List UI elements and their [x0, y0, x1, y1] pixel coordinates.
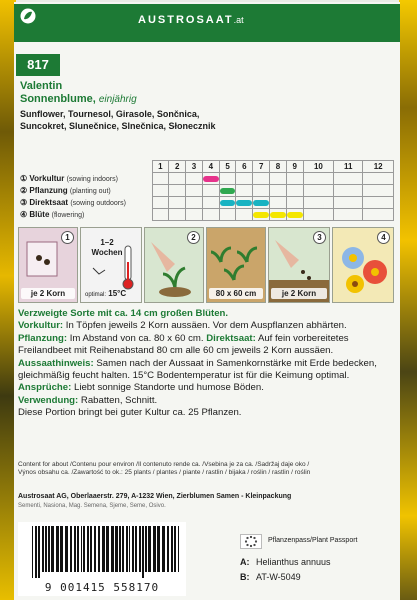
month-header: 9: [286, 161, 303, 173]
product-code-badge: 817: [16, 54, 60, 76]
instructions-text: [18, 308, 396, 420]
step-sow-in-pots: 1 je 2 Korn: [18, 227, 78, 303]
calendar-period-bar: [270, 212, 286, 218]
sowing-note: Aussaathinweis: Samen nach der Aussaat in Samenkornstärke mit Erde bedecken, gleichmäßig feucht halten. 15°C Bodentemperatur ist für die Keimung optimal. Ansprüche: Liebt sonnige Standorte und humose Böden.: [18, 357, 377, 394]
planting-instruction: Pflanzung: Im Abstand von ca. 80 x 60 cm. Direktsaat: Auf fein vorbereitetes Freilandbeet mit Reihenabstand 80 cm alle 60 cm jeweils 2 Korn aussäen.: [18, 332, 349, 357]
sunflower-photo-right-edge: [399, 0, 417, 600]
brand-name: AUSTROSAAT.at: [138, 14, 244, 26]
calendar-row-label: ① Vorkultur (sowing indoors): [20, 174, 118, 183]
leaf-logo-icon: [20, 8, 36, 24]
calendar-row-label: ④ Blüte (flowering): [20, 210, 85, 219]
passport-registration: B: AT-W-5049: [240, 572, 301, 582]
lifecycle-label: einjährig: [98, 94, 137, 105]
month-header: 6: [236, 161, 253, 173]
month-header: 2: [169, 161, 186, 173]
cultivation-calendar: [18, 160, 394, 221]
passport-title: Pflanzenpass/Plant Passport: [268, 537, 358, 544]
company-address: Austrosaat AG, Oberlaaerstr. 279, A-1232 Wien, Zierblumen Samen - Kleinpackung: [18, 493, 292, 500]
germination-weeks: 1–2 Wochen: [91, 238, 123, 257]
product-title: [20, 80, 137, 106]
month-header: 3: [186, 161, 203, 173]
month-header: 10: [303, 161, 334, 173]
usage-info: Verwendung: Rabatten, Schnitt.: [18, 394, 158, 406]
variety-name: Valentin: [20, 80, 63, 92]
translated-names: Sunflower, Tournesol, Girasole, Sončnica, Suncokret, Slunečnice, Slnečnica, Słonecznik: [20, 109, 216, 131]
month-header: 4: [202, 161, 219, 173]
step-germination: [80, 227, 142, 303]
step-spacing: 80 x 60 cm: [206, 227, 266, 303]
portion-info: Diese Portion bringt bei guter Kultur ca. 25 Pflanzen.: [18, 407, 242, 419]
barcode-bars: [30, 526, 182, 578]
month-header: 12: [363, 161, 394, 173]
calendar-period-bar: [220, 200, 236, 206]
calendar-period-bar: [287, 212, 303, 218]
calendar-period-bar: [203, 176, 219, 182]
calendar-period-bar: [236, 200, 252, 206]
barcode-number: 9 001415 558170: [44, 581, 160, 594]
instruction-pictograms: [18, 227, 394, 303]
calendar-period-bar: [253, 200, 269, 206]
indoor-sowing-instruction: Vorkultur: In Töpfen jeweils 2 Korn aussäen. Vor dem Auspflanzen abhärten.: [18, 320, 347, 332]
germination-temperature: optimal: 15°C: [85, 289, 127, 298]
month-header: 7: [253, 161, 270, 173]
product-category-translations: Sementi, Nasiona, Mag. Semena, Sjeme, Seme, Osivo.: [18, 503, 166, 509]
species-name: Sonnenblume,: [20, 93, 96, 105]
brand-header: [14, 4, 400, 42]
month-header: 8: [270, 161, 287, 173]
step-transplant: 2: [144, 227, 204, 303]
passport-botanical-name: A: Helianthus annuus: [240, 557, 331, 567]
calendar-period-bar: [253, 212, 269, 218]
calendar-row-label: ② Pflanzung (planting out): [20, 186, 111, 195]
content-translations: Content for about /Contenu pour environ /Il contenuto rende ca. /Vsebina je za ca. /Sadržaj daje oko / Výnos obsahu ca. /Zawartość to ok.: 25 plants / plantes / piante / rastlin / bijaka / roślin / rastlin / roślin: [18, 461, 311, 476]
calendar-row-label: ③ Direktsaat (sowing outdoors): [20, 198, 126, 207]
eu-flag-icon: [240, 534, 262, 549]
calendar-period-bar: [220, 188, 236, 194]
month-header: 1: [152, 161, 169, 173]
month-header: 11: [334, 161, 363, 173]
step-flowering: 4: [332, 227, 394, 303]
step-direct-sow: 3 je 2 Korn: [268, 227, 330, 303]
barcode: [18, 522, 186, 596]
variety-description: Verzweigte Sorte mit ca. 14 cm großen Blüten.: [18, 308, 229, 319]
month-header: 5: [219, 161, 236, 173]
packet-panel: [14, 2, 400, 600]
